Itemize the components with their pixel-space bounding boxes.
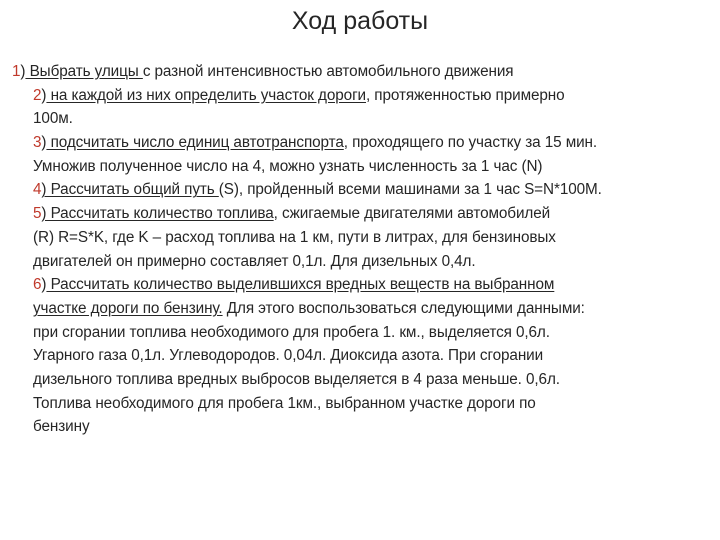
step-1-underlined: Выбрать улицы (25, 63, 143, 80)
step-6-continuation-1 (12, 297, 712, 321)
step-1-number: 1 (12, 63, 21, 80)
step-2-paren: ) (41, 86, 47, 104)
step-3-text: , проходящего по участку за 15 мин. (343, 134, 598, 152)
step-1-paren: ) (20, 63, 26, 80)
step-6-continuation-3: Угарного газа 0,1л. Углеводородов. 0,04л. Диоксида азота. При сгорании (33, 347, 544, 365)
step-6-number: 6 (33, 276, 42, 294)
step-6-underlined-cont: участке дороги по бензину. (33, 299, 223, 317)
step-5-continuation-1: (R) R=S*K, где K – расход топлива на 1 км, пути в литрах, для бензиновых (33, 228, 556, 246)
step-1-text: с разной интенсивностью автомобильного движения (142, 63, 514, 80)
step-2-line (12, 84, 712, 108)
step-3-number: 3 (33, 134, 42, 152)
step-3-underlined: подсчитать число единиц автотранспорта (46, 134, 344, 152)
step-2-number: 2 (33, 86, 42, 104)
step-3-paren: ) (41, 134, 47, 152)
step-2-text: , протяженностью примерно (366, 86, 565, 104)
step-6-continuation-6: бензину (33, 418, 90, 436)
step-1-line (12, 60, 712, 84)
step-5-line (12, 202, 712, 226)
step-5-underlined: ) Рассчитать количество топлива (41, 205, 274, 223)
step-6-line (12, 273, 712, 297)
step-5-number: 5 (33, 205, 42, 223)
step-6-text: Для этого воспользоваться следующими данными: (222, 299, 585, 317)
step-6-continuation-4: дизельного топлива вредных выбросов выделяется в 4 раза меньше. 0,6л. (33, 370, 560, 388)
step-4-number: 4 (33, 181, 42, 199)
step-6-underlined: Рассчитать количество выделившихся вредных веществ на выбранном (46, 276, 555, 294)
step-6-paren: ) (41, 276, 47, 294)
step-4-underlined: ) Рассчитать общий путь (41, 181, 219, 199)
slide-body (12, 60, 712, 439)
step-3-continuation: Умножив полученное число на 4, можно узнать численность за 1 час (N) (33, 157, 543, 175)
step-4-text: (S), пройденный всеми машинами за 1 час S=N*100M. (218, 181, 602, 199)
step-6-continuation-2: при сгорании топлива необходимого для пробега 1. км., выделяется 0,6л. (33, 323, 550, 341)
step-2-continuation: 100м. (33, 110, 73, 128)
step-5-text: , сжигаемые двигателями автомобилей (273, 205, 551, 223)
slide-title: Ход работы (291, 7, 429, 35)
step-3-line (12, 131, 712, 155)
step-5-continuation-2: двигателей он примерно составляет 0,1л. Для дизельных 0,4л. (33, 252, 476, 270)
step-4-line (12, 178, 712, 202)
step-2-underlined: на каждой из них определить участок дороги (46, 86, 366, 104)
step-6-continuation-5: Топлива необходимого для пробега 1км., выбранном участке дороги по (33, 394, 536, 412)
